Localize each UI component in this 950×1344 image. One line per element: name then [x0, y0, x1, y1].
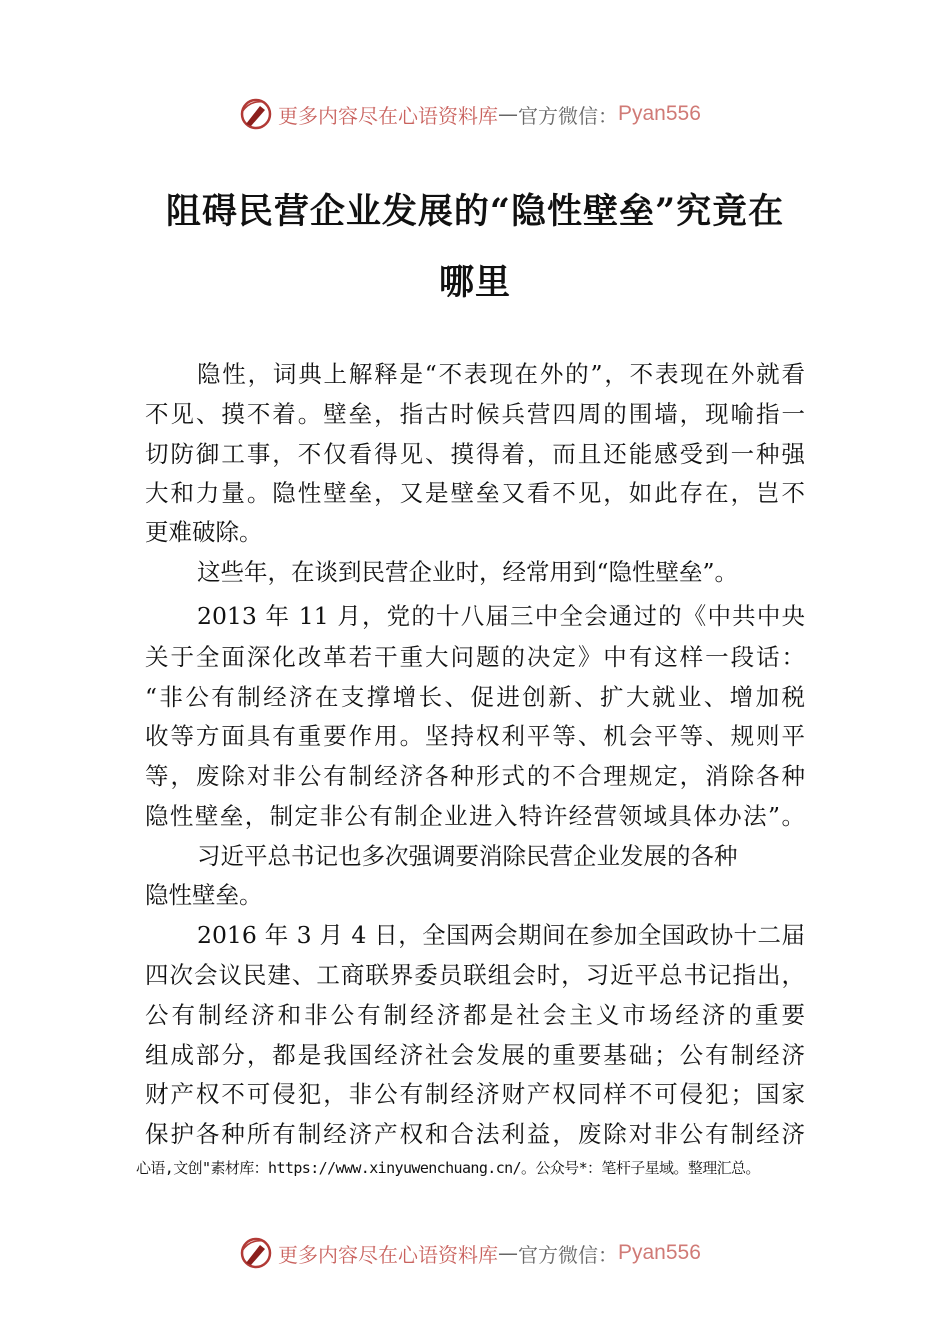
watermark-sep: —	[498, 102, 518, 126]
watermark-sep: —	[498, 1241, 518, 1265]
body-line: 2016 年 3 月 4 日，全国两会期间在参加全国政协十二届	[197, 921, 805, 949]
body-line: 2013 年 11 月，党的十八届三中全会通过的《中共中央	[197, 602, 805, 630]
source-note: 心语,文创"素材库：https://www.xinyuwenchuang.cn/。公众号*：笔杆子星域。整理汇总。	[136, 1159, 760, 1177]
pen-logo-icon	[238, 1235, 274, 1271]
watermark-text: 更多内容尽在心语资料库	[278, 103, 498, 128]
body-line: 四次会议民建、工商联界委员联组会时，习近平总书记指出，	[145, 961, 805, 989]
body-line: 隐性，词典上解释是“不表现在外的”，不表现在外就看	[197, 360, 805, 388]
body-line: 习近平总书记也多次强调要消除民营企业发展的各种	[197, 842, 738, 870]
body-line: 隐性壁垒，制定非公有制企业进入特许经营领域具体办法”。	[145, 802, 805, 830]
watermark-wechat-id: Pyan556	[618, 1241, 701, 1264]
body-line: 保护各种所有制经济产权和合法利益，废除对非公有制经济	[145, 1120, 805, 1148]
watermark-text: 更多内容尽在心语资料库	[278, 1242, 498, 1267]
watermark-label: 官方微信：	[518, 1242, 618, 1267]
watermark-label: 官方微信：	[518, 103, 618, 128]
body-line: 切防御工事，不仅看得见、摸得着，而且还能感受到一种强	[145, 440, 805, 468]
body-line: 大和力量。隐性壁垒，又是壁垒又看不见，如此存在，岂不	[145, 479, 805, 507]
header-watermark	[238, 94, 701, 134]
body-line: 这些年，在谈到民营企业时，经常用到“隐性壁垒”。	[197, 558, 739, 586]
body-line: 财产权不可侵犯，非公有制经济财产权同样不可侵犯；国家	[145, 1080, 805, 1108]
document-title-line2: 哪里	[438, 262, 511, 303]
body-line: 不见、摸不着。壁垒，指古时候兵营四周的围墙，现喻指一	[145, 400, 805, 428]
body-line: “非公有制经济在支撑增长、促进创新、扩大就业、增加税	[145, 683, 805, 711]
body-line: 公有制经济和非公有制经济都是社会主义市场经济的重要	[145, 1001, 805, 1029]
footer-watermark	[238, 1233, 701, 1273]
pen-logo-icon	[238, 96, 274, 132]
document-title-line1: 阻碍民营企业发展的“隐性壁垒”究竟在	[165, 191, 785, 232]
body-line: 隐性壁垒。	[145, 881, 263, 909]
body-line: 更难破除。	[145, 518, 263, 546]
body-line: 收等方面具有重要作用。坚持权利平等、机会平等、规则平	[145, 722, 805, 750]
body-line: 关于全面深化改革若干重大问题的决定》中有这样一段话：	[145, 643, 805, 671]
watermark-wechat-id: Pyan556	[618, 102, 701, 125]
body-line: 等，废除对非公有制经济各种形式的不合理规定，消除各种	[145, 762, 805, 790]
body-line: 组成部分，都是我国经济社会发展的重要基础；公有制经济	[145, 1041, 805, 1069]
